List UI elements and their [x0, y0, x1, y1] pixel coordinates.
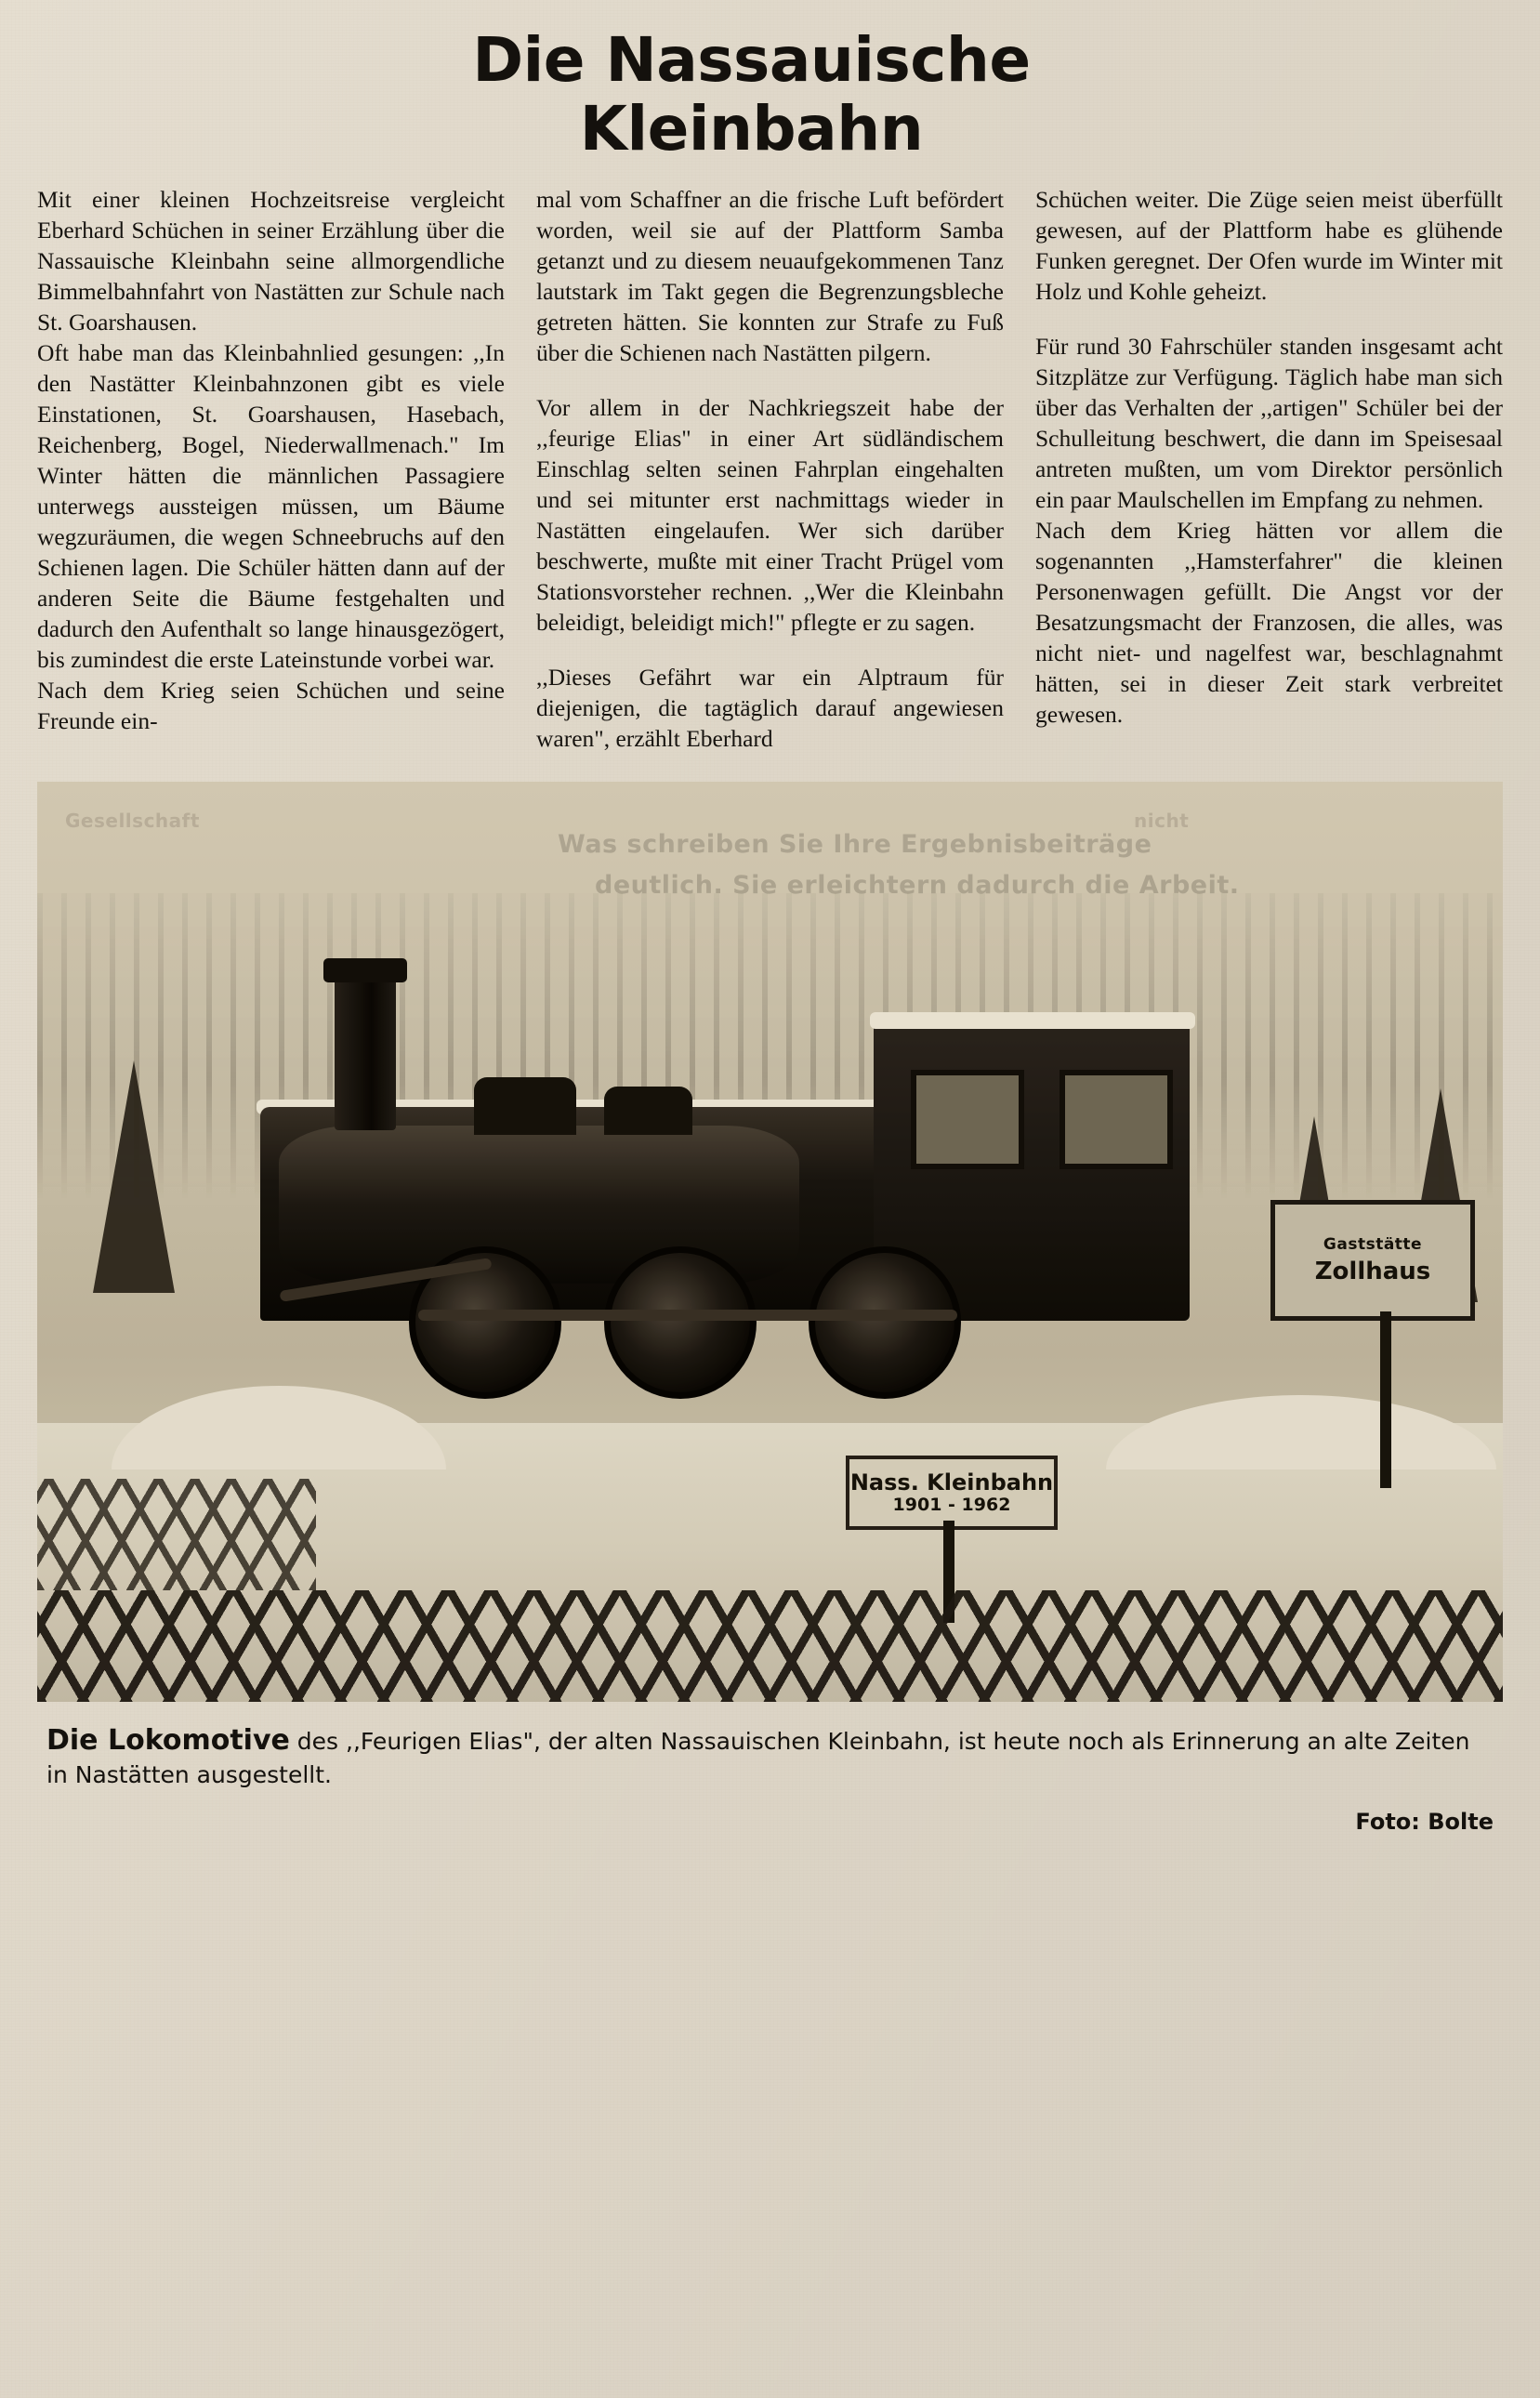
- paragraph: Nach dem Krieg seien Schüchen und seine Freunde ein-: [37, 677, 505, 735]
- paragraph: Mit einer kleinen Hochzeitsreise vergleicht Eberhard Schüchen in seiner Erzählung über die Nassauische Kleinbahn seine allmorgendliche Bimmelbahnfahrt von Nastätten zur Schule nach St. Goarshausen.: [37, 185, 505, 336]
- paragraph: Schüchen weiter. Die Züge seien meist überfüllt gewesen, auf der Plattform habe es glühende Funken geregnet. Der Ofen wurde im Winter mit Holz und Kohle geheizt.: [1035, 185, 1503, 305]
- caption-rest: des ,,Feurigen Elias", der alten Nassauischen Kleinbahn, ist heute noch als Erinnerung an alte Zeiten in Nastätten ausgestellt.: [46, 1728, 1470, 1788]
- article-column-1: [37, 184, 505, 736]
- steam-locomotive: [167, 968, 1320, 1469]
- article-content: [0, 26, 1540, 1835]
- bleedthrough-text-2: deutlich. Sie erleichtern dadurch die Arbeit.: [595, 871, 1240, 901]
- photo-credit: Foto: Bolte: [1355, 1809, 1494, 1836]
- paragraph: mal vom Schaffner an die frische Luft befördert worden, weil sie auf der Plattform Samba getanzt und zu diesem neuaufgekommenen Tanz lautstark im Takt gegen die Begrenzungsbleche getreten hätten. Sie konnten zur Strafe zu Fuß über die Schienen nach Nastätten pilgern.: [536, 185, 1004, 366]
- driving-wheel: [604, 1246, 757, 1399]
- locomotive-photo: [37, 782, 1503, 1702]
- cab-window: [1060, 1070, 1173, 1169]
- snow-on-cab: [870, 1012, 1195, 1029]
- page-title: [32, 26, 1508, 164]
- headline-line-2: Kleinbahn: [579, 92, 924, 165]
- photo-figure: [37, 782, 1503, 1835]
- bleedthrough-text-1: Was schreiben Sie Ihre Ergebnisbeiträge: [558, 830, 1152, 860]
- paragraph: Für rund 30 Fahrschüler standen insgesamt acht Sitzplätze zur Verfügung. Täglich habe man sich über das Verhalten der ,,artigen" Schüler bei der Schulleitung beschwert, die dann im Speisesaal antreten mußten, um vom Direktor persönlich ein paar Maulschellen im Empfang zu nehmen.: [1035, 332, 1503, 513]
- paragraph: ,,Dieses Gefährt war ein Alptraum für diejenigen, die tagtäglich darauf angewiesen waren", erzählt Eberhard: [536, 664, 1004, 753]
- caption-lead: Die Lokomotive: [46, 1724, 290, 1758]
- article-column-3: [1035, 184, 1503, 730]
- bleedthrough-text-3: Gesellschaft: [65, 810, 200, 833]
- paragraph: Nach dem Krieg hätten vor allem die sogenannten ,,Hamsterfahrer" die kleinen Personenwagen gefüllt. Die Angst vor der Besatzungsmacht der Franzosen, die alles, was nicht niet- und nagelfest war, beschlagnahmt hätten, sei in dieser Zeit stark verbreitet gewesen.: [1035, 516, 1503, 729]
- article-column-2: [536, 184, 1004, 754]
- driving-wheel: [809, 1246, 961, 1399]
- article-columns: [32, 184, 1508, 754]
- fence-front: [37, 1590, 1503, 1702]
- fence-back: [37, 1479, 316, 1590]
- bleedthrough-text-4: nicht: [1134, 810, 1190, 833]
- steam-dome: [474, 1077, 576, 1135]
- locomotive-nameplate: [846, 1456, 1058, 1530]
- paragraph: Vor allem in der Nachkriegszeit habe der ,,feurige Elias" in einer Art südländischem Einschlag selten seinen Fahrplan eingehalten und sei mitunter erst nachmittags wieder in Nastätten eingelaufen. Wer sich darüber beschwerte, mußte mit einer Tracht Prügel vom Stationsvorsteher rechnen. ,,Wer die Kleinbahn beleidigt, beleidigt mich!" pflegte er zu sagen.: [536, 393, 1004, 637]
- photo-caption: [46, 1722, 1494, 1790]
- sign-post: [1380, 1311, 1391, 1488]
- coupling-rod: [418, 1310, 957, 1321]
- chimney: [335, 968, 396, 1130]
- gasthaus-sign-line-1: Gaststätte: [1323, 1235, 1423, 1255]
- headline-line-1: Die Nassauische: [472, 24, 1031, 96]
- chimney-cap: [323, 958, 407, 982]
- conifer-tree-icon: [93, 1061, 175, 1293]
- gasthaus-sign: [1270, 1200, 1475, 1321]
- cab-window: [911, 1070, 1024, 1169]
- paragraph: Oft habe man das Kleinbahnlied gesungen: ,,In den Nastätter Kleinbahnzonen gibt es viele Einstationen, St. Goarshausen, Hasebach, Reichenberg, Bogel, Niederwallmenach." Im Winter hätten die männlichen Passagiere unterwegs aussteigen müssen, um Bäume wegzuräumen, die wegen Schneebruchs auf den Schienen lagen. Die Schüler hätten dann auf der anderen Seite die Bäume festgehalten und dadurch den Aufenthalt so lange hinausgezögert, bis zumindest die erste Lateinstunde vorbei war.: [37, 338, 505, 674]
- nameplate-line-2: 1901 - 1962: [892, 1494, 1011, 1515]
- nameplate-line-1: Nass. Kleinbahn: [849, 1469, 1054, 1496]
- gasthaus-sign-line-2: Zollhaus: [1314, 1258, 1431, 1286]
- sand-dome: [604, 1087, 692, 1135]
